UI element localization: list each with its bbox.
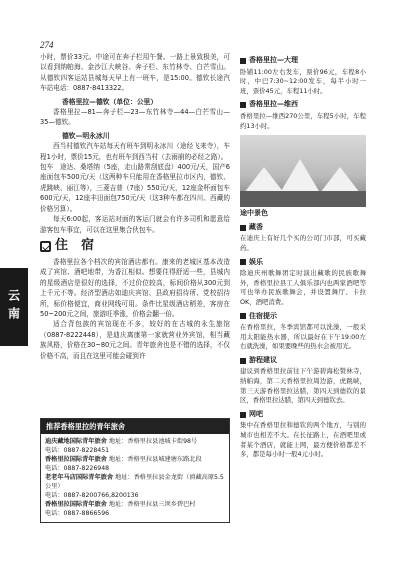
sidebar-heading: 香格里拉—维西 [240, 100, 366, 110]
paragraph: 适合背包族的宾馆现在不多，较好的在古城的永生旅馆（0887-8222448），是迪庆离康第一家就营业外宾馆，相当藏族风格，价格在30~80元之间。青年旅舍也是不错的选择，不仅价格不高，而且在这里可能会碰到许 [40, 320, 230, 360]
hostel-entry [45, 500, 225, 518]
hostel-address: 地址：香格里拉县三坝乡碧巴村 [108, 501, 196, 508]
square-bullet-icon [240, 259, 246, 265]
recommend-list [41, 434, 229, 522]
bed-icon [40, 241, 51, 252]
paragraph: 每天6:00起，客运站对面的客运门就会有许多司机和愿意给游客包车事宜，可以在这里集合伙包车。 [40, 215, 230, 234]
square-bullet-icon [240, 358, 246, 364]
paragraph: 包车 途达、桑塔纳（5座，走山路常刮底盘）400元/天，国产6座面包车500元/天（这两种车只能用在香格里拉市区内，德钦、虎跳峡、丽江等），三菱吉普（7座）550元/天，12座金杯面包车600元/天，12座丰田面包750元/天（这3种车都在四川、西藏的价格另算）。 [40, 163, 230, 213]
hostel-name: 老老年马店国际青年旅舍 [45, 474, 114, 481]
square-bullet-icon [240, 102, 246, 108]
hostel-address: 地址：香格里拉县池城卡街98号 [108, 438, 198, 445]
square-bullet-icon [240, 225, 246, 231]
route-text: 香格里拉—81—奔子栏—23—东竹林寺—44—白芒雪山—35—德钦。 [40, 108, 230, 127]
hostel-entry [45, 455, 225, 473]
paragraph: 小时，票价33元。中途可在奔子栏用午餐。一路上景致极美，可以看到纳帕海、金沙江大峡谷、奔子栏、东竹林寺、白芒雪山。从德钦四客运站县城每天早上有一班车，是15:00。德钦长途汽车站电话：0887-8413322。 [40, 53, 230, 93]
left-column [40, 52, 230, 361]
section-title-text: 住 宿 [55, 238, 95, 254]
mountain-shape [320, 167, 360, 193]
sidebar-text: 卧铺11:00左右发车，票价96元，车程8小时，中巴7:30~12:00发车，每半小时一班，票价45元，车程11小时。 [240, 67, 366, 95]
right-column [240, 52, 366, 460]
mountain-shape [280, 159, 320, 193]
hostel-phone: 电话：0887-8226948 [45, 465, 110, 472]
hostel-name: 香格里拉国际青年旅舍 [45, 456, 107, 463]
sidebar-text: 香格里拉—维西270公里，车程5小时，车程约13小时。 [240, 111, 366, 130]
hostel-name: 香格里拉国际青年旅舍 [45, 501, 107, 508]
scenery-photo [240, 135, 366, 207]
sidebar-text: 在香格里拉，冬季宾馆都可以洗澡，一般采用太阳能热水器，所以最好在下午19:00左右就洗澡，如果要晚些的热水会被用光。 [240, 323, 366, 351]
hostel-address: 地址：香格里拉县城建塘东路北段 [108, 456, 202, 463]
route-heading: 德钦—明永冰川 [62, 131, 110, 140]
page-number: 274 [40, 40, 54, 50]
hostel-phone: 电话：0887-8866596 [45, 510, 110, 517]
sidebar-heading: 藏香 [240, 223, 366, 233]
sidebar-text: 集中在香格里拉和德钦的两个地方，与别的城市也相差不大。在长征路上，在酒吧里或者某个酒店，就能上网，最方便价格都差不多，都是每小时一般4元小时。 [240, 421, 366, 459]
hostel-recommend-box [40, 418, 230, 523]
sidebar-heading: 娱乐 [240, 258, 366, 268]
photo-ground [240, 191, 366, 207]
hostel-phone: 电话：0887-8200766,8200136 [45, 492, 139, 499]
hostel-name: 迪庆藏地国际青年旅舍 [45, 438, 107, 445]
route-heading: 香格里拉—德钦（单位：公里） [62, 97, 158, 106]
mountain-shape [244, 167, 284, 193]
paragraph: 香格里拉各个档次的宾馆酒店都有。康来的老城区基本改造成了宾馆、酒吧地带，为香江相似。想要住得舒适一些，县城内的星级酒店是很好的选择，不过价位较高，标间价格从300元到上千元不等。经济型酒店如迪庆宾馆、县政府招待所、党校招待所，标价格便宜，商业网线可用。条件比星级酒店稍差，客房在50~200元之间，旅游旺季涨，价格会翻一倍。 [40, 257, 230, 318]
hostel-phone: 电话：0887-8228451 [45, 447, 110, 454]
sidebar-text: 建议到香格里拉前往下午游碧海松赞林寺，纳帕海，第二天香格里拉周边游，虎跳峡，第三天游香格里拉达腊，第四天到德钦的景区，香格里拉达腊，第四天到德钦去。 [240, 367, 366, 405]
sidebar-heading: 网吧 [240, 410, 366, 420]
hostel-entry [45, 473, 225, 500]
chapter-side-tab: 云南 [0, 268, 28, 346]
square-bullet-icon [240, 412, 246, 418]
square-bullet-icon [240, 58, 246, 64]
sidebar-text: 在迪庆上有好几个买的公司门市部，可买藏药。 [240, 234, 366, 252]
sidebar-heading: 香格里拉—大理 [240, 56, 366, 66]
sidebar-heading: 游程建议 [240, 356, 366, 366]
square-bullet-icon [240, 313, 246, 319]
recommend-title: 推荐香格里拉的青年旅舍 [41, 419, 229, 434]
section-title-stay [40, 238, 230, 254]
sidebar-text: 除迪庆州歌舞团定时演出藏歌的民族歌舞外，香格里拉县工人俱乐部内也两家酒吧等可也举办民族歌舞会，并设置舞厅、卡拉OK，酒吧消费。 [240, 269, 366, 306]
hostel-address: 地址：香格里拉县金龙街（滇藏高原5.5公里） [45, 474, 224, 490]
photo-caption: 途中景色 [240, 209, 268, 218]
sidebar-heading: 住宿提示 [240, 312, 366, 322]
paragraph: 西当村德钦汽车站每天有班车到明永冰川（途经飞来寺），车程1小时，票价15元，也有班车到西当村（去雨崩的必经之路）。 [40, 142, 230, 161]
hostel-entry [45, 437, 225, 455]
